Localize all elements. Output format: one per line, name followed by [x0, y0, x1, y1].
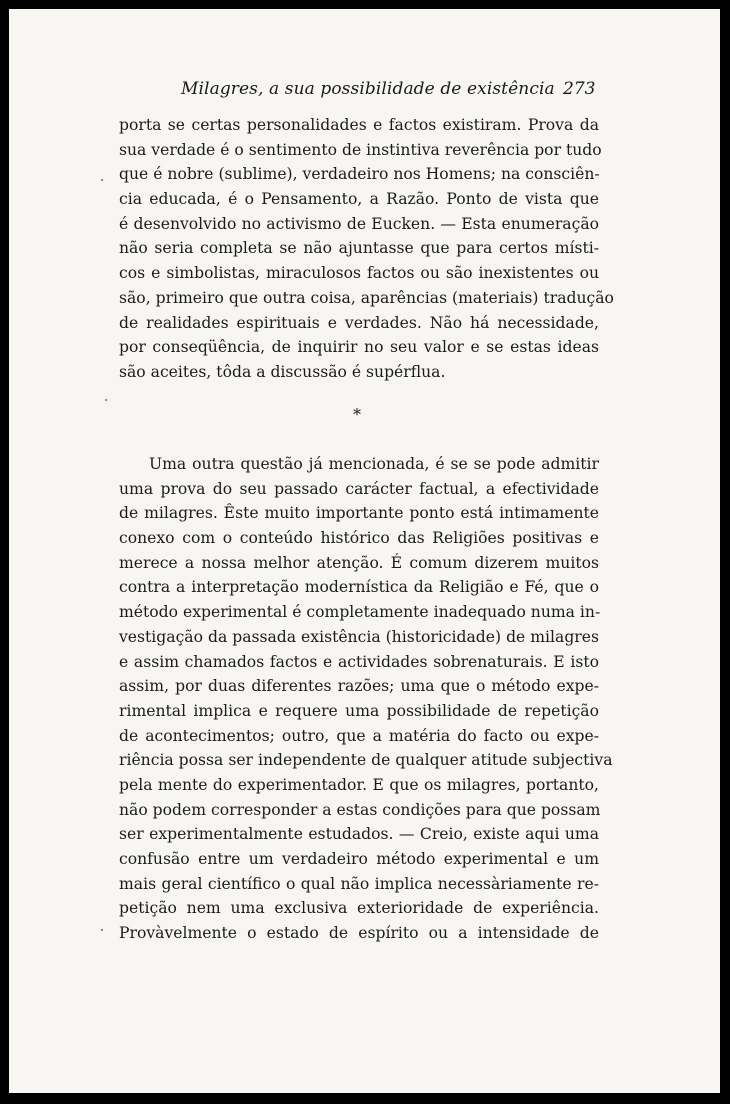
- text-line: cos e simbolistas, miraculosos factos ou são inexistentes ou: [119, 264, 599, 283]
- paper-speck: [105, 399, 107, 401]
- text-line: são aceites, tôda a discussão é supérflua.: [119, 362, 446, 381]
- paper-speck: [101, 929, 103, 931]
- text-line: riência possa ser independente de qualquer atitude subjectiva: [119, 751, 613, 770]
- text-line: porta se certas personalidades e factos existiram. Prova da: [119, 116, 599, 134]
- text-line: rimental implica e requere uma possibilidade de repetição: [119, 701, 599, 720]
- text-line: sua verdade é o sentimento de instintiva reverência por tudo: [119, 140, 602, 159]
- page-number: 273: [563, 79, 596, 99]
- text-line: de milagres. Êste muito importante ponto está intimamente: [119, 504, 599, 523]
- paper-speck: [101, 179, 103, 181]
- text-line: Provàvelmente o estado de espírito ou a intensidade de: [119, 924, 599, 943]
- text-line: Uma outra questão já mencionada, é se se pode admitir: [149, 455, 599, 473]
- text-line: são, primeiro que outra coisa, aparências (materiais) tradução: [119, 288, 614, 307]
- text-line: uma prova do seu passado carácter factual, a efectividade: [119, 479, 599, 498]
- book-page: [9, 9, 720, 1093]
- running-header: [9, 79, 720, 103]
- text-line: e assim chamados factos e actividades sobrenaturais. E isto: [119, 652, 599, 671]
- text-line: cia educada, é o Pensamento, a Razão. Ponto de vista que: [119, 190, 599, 209]
- text-line: não seria completa se não ajuntasse que para certos místi-: [119, 239, 599, 258]
- text-line: de realidades espirituais e verdades. Não há necessidade,: [119, 313, 599, 332]
- text-line: mais geral científico o qual não implica necessàriamente re-: [119, 874, 599, 893]
- text-line: petição nem uma exclusiva exterioridade de experiência.: [119, 899, 599, 918]
- text-line: merece a nossa melhor atenção. É comum dizerem muitos: [119, 553, 599, 572]
- text-line: método experimental é completamente inadequado numa in-: [119, 603, 601, 622]
- section-break-asterisk: *: [353, 405, 361, 424]
- text-line: contra a interpretação modernística da Religião e Fé, que o: [119, 578, 599, 597]
- text-line: não podem corresponder a estas condições para que possam: [119, 800, 601, 819]
- paragraph-continued: [119, 113, 614, 385]
- text-line: confusão entre um verdadeiro método experimental e um: [119, 850, 599, 868]
- running-title: Milagres, a sua possibilidade de existência: [181, 79, 555, 99]
- text-line: de acontecimentos; outro, que a matéria do facto ou expe-: [119, 726, 599, 745]
- text-line: ser experimentalmente estudados. — Creio, existe aqui uma: [119, 825, 599, 844]
- paragraph-miracles-evidence: [119, 452, 613, 946]
- text-line: é desenvolvido no activismo de Eucken. — Esta enumeração: [119, 214, 599, 233]
- text-line: pela mente do experimentador. E que os milagres, portanto,: [119, 775, 599, 794]
- text-line: assim, por duas diferentes razões; uma que o método expe-: [119, 677, 599, 696]
- text-line: conexo com o conteúdo histórico das Religiões positivas e: [119, 529, 599, 548]
- text-line: que é nobre (sublime), verdadeiro nos Homens; na consciên-: [119, 165, 600, 184]
- text-line: por conseqüência, de inquirir no seu valor e se estas ideas: [119, 338, 599, 357]
- text-line: vestigação da passada existência (historicidade) de milagres: [119, 627, 599, 646]
